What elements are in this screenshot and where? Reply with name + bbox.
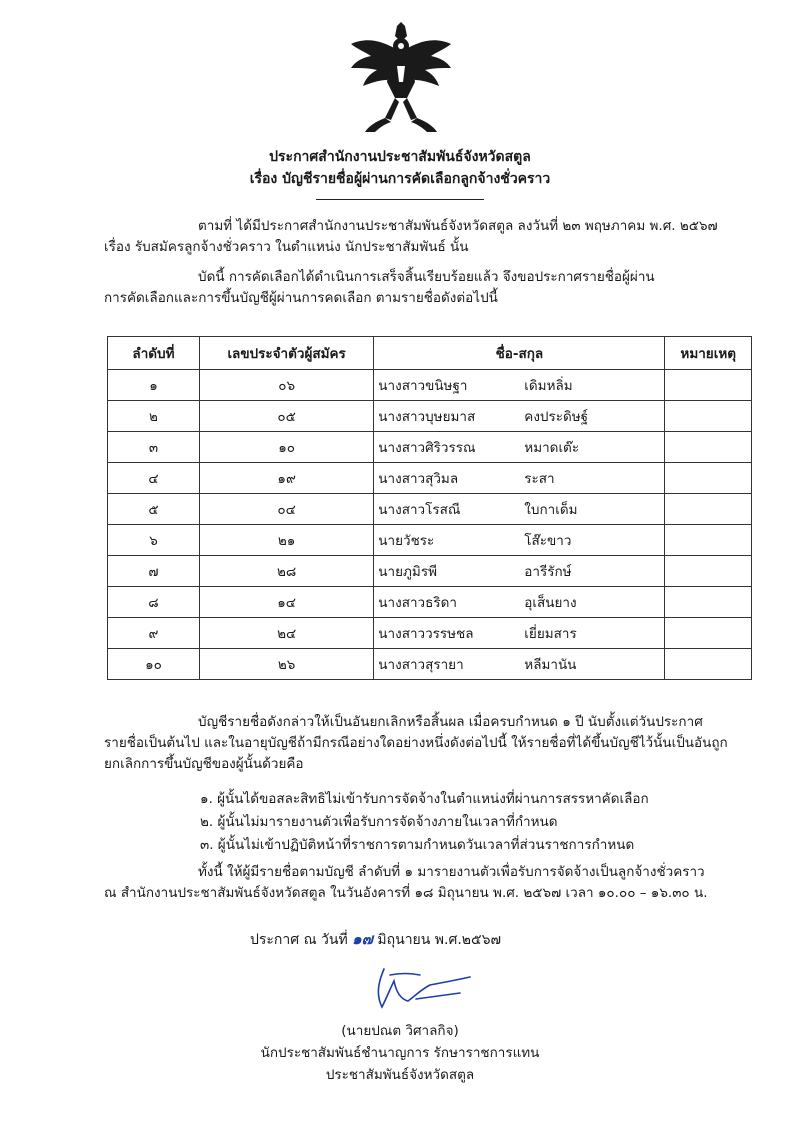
signer-position1: นักประชาสัมพันธ์ชำนาญการ รักษาราชการแทน (260, 1045, 540, 1061)
cell-name (374, 370, 665, 401)
table-row (108, 432, 752, 463)
cell-name (374, 525, 665, 556)
cell-no: ๑๐ (108, 649, 200, 680)
cell-name (374, 618, 665, 649)
cell-no: ๙ (108, 618, 200, 649)
signer-position2: ประชาสัมพันธ์จังหวัดสตูล (325, 1067, 475, 1083)
title-divider (316, 199, 484, 200)
cell-note (665, 494, 752, 525)
table-row (108, 587, 752, 618)
first-name: นางสาววรรษชล (378, 626, 474, 642)
cell-applicant-id: ๒๘ (199, 556, 373, 587)
intro-para1-line1: ตามที่ ได้มีประกาศสำนักงานประชาสัมพันธ์จังหวัดสตูล ลงวันที่ ๒๓ พฤษภาคม พ.ศ. ๒๕๖๗ (198, 218, 718, 234)
cell-name (374, 587, 665, 618)
cell-no: ๓ (108, 432, 200, 463)
document-title-line1: ประกาศสำนักงานประชาสัมพันธ์จังหวัดสตูล (269, 149, 531, 165)
cell-note (665, 587, 752, 618)
header-name: ชื่อ-สกุล (374, 337, 665, 370)
condition-item-2: ๒. ผู้นั้นไม่มารายงานตัวเพื่อรับการจัดจ้างภายในเวลาที่กำหนด (200, 814, 558, 830)
document-title-line2: เรื่อง บัญชีรายชื่อผู้ผ่านการคัดเลือกลูกจ้างชั่วคราว (249, 171, 551, 187)
cell-applicant-id: ๑๙ (199, 463, 373, 494)
first-name: นางสาวสุรายา (378, 657, 464, 673)
applicant-table (107, 336, 752, 680)
signer-name: (นายปณต วิศาลกิจ) (341, 1023, 459, 1039)
cell-applicant-id: ๒๑ (199, 525, 373, 556)
cell-no: ๑ (108, 370, 200, 401)
cell-note (665, 649, 752, 680)
table-row (108, 370, 752, 401)
cell-no: ๒ (108, 401, 200, 432)
cell-note (665, 401, 752, 432)
cell-no: ๔ (108, 463, 200, 494)
table-row (108, 618, 752, 649)
cell-name (374, 556, 665, 587)
table-row (108, 525, 752, 556)
header-no: ลำดับที่ (108, 337, 200, 370)
first-name: นางสาวโรสณี (378, 502, 461, 518)
last-name: หลีมานัน (524, 657, 577, 673)
cell-applicant-id: ๑๔ (199, 587, 373, 618)
conditions-line2: รายชื่อเป็นต้นไป และในอายุบัญชีถ้ามีกรณีอย่างใดอย่างหนึ่งดังต่อไปนี้ ให้รายชื่อที่ได้ขึ้นบัญชีไว้นั้นเป็นอันถูก (104, 735, 728, 751)
cell-applicant-id: ๐๖ (199, 370, 373, 401)
report-line2: ณ สำนักงานประชาสัมพันธ์จังหวัดสตูล ในวันอังคารที่ ๑๘ มิถุนายน พ.ศ. ๒๕๖๗ เวลา ๑๐.๐๐ – ๑๖.๓๐ น. (104, 885, 708, 901)
first-name: นางสาวขนิษฐา (378, 378, 468, 394)
condition-item-1: ๑. ผู้นั้นได้ขอสละสิทธิไม่เข้ารับการจัดจ้างในตำแหน่งที่ผ่านการสรรหาคัดเลือก (200, 791, 649, 807)
announce-suffix: มิถุนายน พ.ศ.๒๕๖๗ (377, 932, 502, 948)
last-name: อารีรักษ์ (524, 564, 572, 580)
table-row (108, 556, 752, 587)
last-name: โส๊ะขาว (524, 533, 572, 549)
first-name: นางสาวสุวิมล (378, 471, 459, 487)
conditions-line1: บัญชีรายชื่อดังกล่าวให้เป็นอันยกเลิกหรือสิ้นผล เมื่อครบกำหนด ๑ ปี นับตั้งแต่วันประกาศ (198, 714, 703, 730)
cell-no: ๖ (108, 525, 200, 556)
last-name: คงประดิษฐ์ (524, 409, 589, 425)
cell-note (665, 370, 752, 401)
cell-name (374, 401, 665, 432)
last-name: ใบกาเด็ม (524, 502, 578, 518)
first-name: นางสาวศิริวรรณ (378, 440, 476, 456)
header-applicant-id: เลขประจำตัวผู้สมัคร (199, 337, 373, 370)
last-name: อุเส็นยาง (524, 595, 577, 611)
table-row (108, 494, 752, 525)
first-name: นางสาวธริดา (378, 595, 457, 611)
cell-applicant-id: ๑๐ (199, 432, 373, 463)
cell-name (374, 432, 665, 463)
announce-prefix: ประกาศ ณ วันที่ (250, 932, 348, 948)
cell-applicant-id: ๐๔ (199, 494, 373, 525)
cell-note (665, 618, 752, 649)
intro-para2-line1: บัดนี้ การคัดเลือกได้ดำเนินการเสร็จสิ้นเรียบร้อยแล้ว จึงขอประกาศรายชื่อผู้ผ่าน (198, 269, 655, 285)
first-name: นางสาวบุษยมาส (378, 409, 476, 425)
first-name: นายภูมิรพี (378, 564, 437, 580)
garuda-emblem-icon (345, 22, 457, 134)
last-name: เยี่ยมสาร (524, 626, 577, 642)
conditions-line3: ยกเลิกการขึ้นบัญชีของผู้นั้นด้วยคือ (104, 756, 304, 772)
table-header-row (108, 337, 752, 370)
cell-note (665, 556, 752, 587)
report-line1: ทั้งนี้ ให้ผู้มีรายชื่อตามบัญชี ลำดับที่ ๑ มารายงานตัวเพื่อรับการจัดจ้างเป็นลูกจ้างชั่วคราว (198, 864, 705, 880)
cell-note (665, 432, 752, 463)
table-row (108, 401, 752, 432)
intro-para1-line2: เรื่อง รับสมัครลูกจ้างชั่วคราว ในตำแหน่ง นักประชาสัมพันธ์ นั้น (104, 239, 469, 255)
cell-note (665, 525, 752, 556)
intro-para2-line2: การคัดเลือกและการขึ้นบัญชีผู้ผ่านการคดเลือก ตามรายชื่อดังต่อไปนี้ (104, 290, 498, 306)
first-name: นายวัชระ (378, 533, 435, 549)
last-name: หมาดเต๊ะ (524, 440, 580, 456)
cell-note (665, 463, 752, 494)
announce-day: ๑๗ (352, 930, 373, 948)
table-row (108, 463, 752, 494)
condition-item-3: ๓. ผู้นั้นไม่เข้าปฏิบัติหน้าที่ราชการตามกำหนดวันเวลาที่ส่วนราชการกำหนด (200, 837, 635, 853)
cell-name (374, 463, 665, 494)
cell-no: ๕ (108, 494, 200, 525)
signature-icon (360, 955, 480, 1015)
cell-no: ๗ (108, 556, 200, 587)
cell-name (374, 649, 665, 680)
cell-no: ๘ (108, 587, 200, 618)
cell-applicant-id: ๒๔ (199, 618, 373, 649)
header-note: หมายเหตุ (665, 337, 752, 370)
announce-date (250, 927, 501, 951)
last-name: ระสา (524, 471, 555, 487)
cell-name (374, 494, 665, 525)
last-name: เดิมหลิ่ม (524, 378, 573, 394)
cell-applicant-id: ๒๖ (199, 649, 373, 680)
table-row (108, 649, 752, 680)
cell-applicant-id: ๐๕ (199, 401, 373, 432)
